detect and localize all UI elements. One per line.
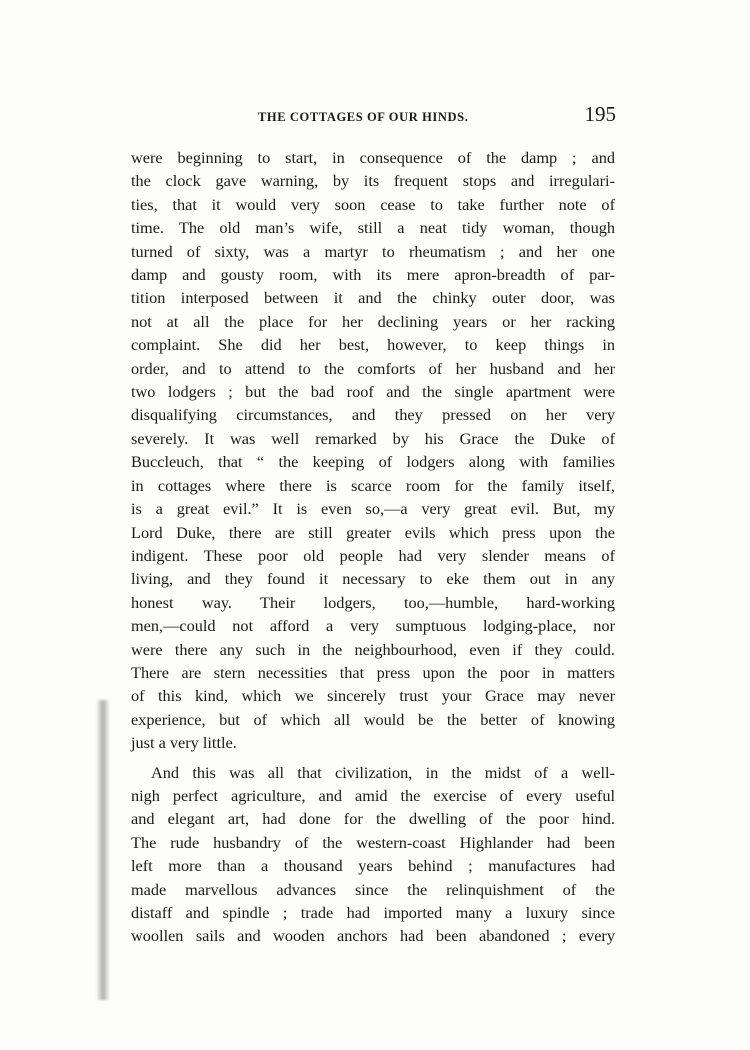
- text-line: not at all the place for her declining years or her racking: [131, 311, 615, 331]
- page-number: 195: [584, 102, 616, 126]
- text-line: damp and gousty room, with its mere apron-breadth of par-: [131, 265, 615, 285]
- running-head: THE COTTAGES OF OUR HINDS.: [258, 110, 469, 124]
- text-line: in cottages where there is scarce room for the family itself,: [131, 475, 615, 495]
- text-line: the clock gave warning, by its frequent stops and irregulari-: [131, 171, 615, 191]
- text-line: severely. It was well remarked by his Grace the Duke of: [131, 428, 615, 448]
- text-line: indigent. These poor old people had very slender means of: [131, 545, 615, 565]
- text-line: Lord Duke, there are still greater evils which press upon the: [131, 522, 615, 542]
- text-line: distaff and spindle ; trade had imported many a luxury since: [131, 903, 615, 922]
- text-line: woollen sails and wooden anchors had been abandoned ; every: [131, 926, 615, 946]
- text-line: time. The old man’s wife, still a neat tidy woman, though: [131, 218, 615, 238]
- text-line: were there any such in the neighbourhood, even if they could.: [131, 639, 615, 659]
- binding-shadow: [96, 700, 110, 1000]
- text-line: And this was all that civilization, in the midst of a well-: [151, 762, 615, 782]
- text-line: The rude husbandry of the western-coast Highlander had been: [131, 832, 615, 852]
- text-line: nigh perfect agriculture, and amid the exercise of every useful: [131, 785, 615, 805]
- text-line: were beginning to start, in consequence of the damp ; and: [131, 148, 615, 167]
- body-text: [131, 146, 615, 948]
- text-line: two lodgers ; but the bad roof and the single apartment were: [131, 382, 615, 402]
- text-line: honest way. Their lodgers, too,—humble, hard-working: [131, 592, 615, 612]
- text-line: disqualifying circumstances, and they pressed on her very: [131, 405, 615, 425]
- page-header: [130, 102, 616, 130]
- text-line: ties, that it would very soon cease to take further note of: [131, 194, 615, 214]
- text-line: There are stern necessities that press upon the poor in matters: [131, 662, 615, 682]
- text-line: is a great evil.” It is even so,—a very great evil. But, my: [131, 499, 615, 519]
- text-line: just a very little.: [131, 733, 237, 753]
- text-line: Buccleuch, that “ the keeping of lodgers along with families: [131, 452, 615, 472]
- text-line: complaint. She did her best, however, to keep things in: [131, 335, 615, 355]
- text-line: experience, but of which all would be the better of knowing: [131, 709, 615, 729]
- paragraph-2: [131, 761, 615, 948]
- text-line: turned of sixty, was a martyr to rheumatism ; and her one: [131, 241, 615, 261]
- text-line: left more than a thousand years behind ; manufactures had: [131, 856, 615, 876]
- text-line: living, and they found it necessary to eke them out in any: [131, 569, 615, 589]
- text-line: and elegant art, had done for the dwelling of the poor hind.: [131, 809, 615, 829]
- text-line: of this kind, which we sincerely trust your Grace may never: [131, 686, 615, 706]
- paragraph-1: [131, 146, 615, 755]
- text-line: order, and to attend to the comforts of her husband and her: [131, 358, 615, 378]
- text-line: made marvellous advances since the relinquishment of the: [131, 879, 615, 899]
- text-line: tition interposed between it and the chinky outer door, was: [131, 288, 615, 308]
- text-line: men,—could not afford a very sumptuous lodging-place, nor: [131, 616, 615, 636]
